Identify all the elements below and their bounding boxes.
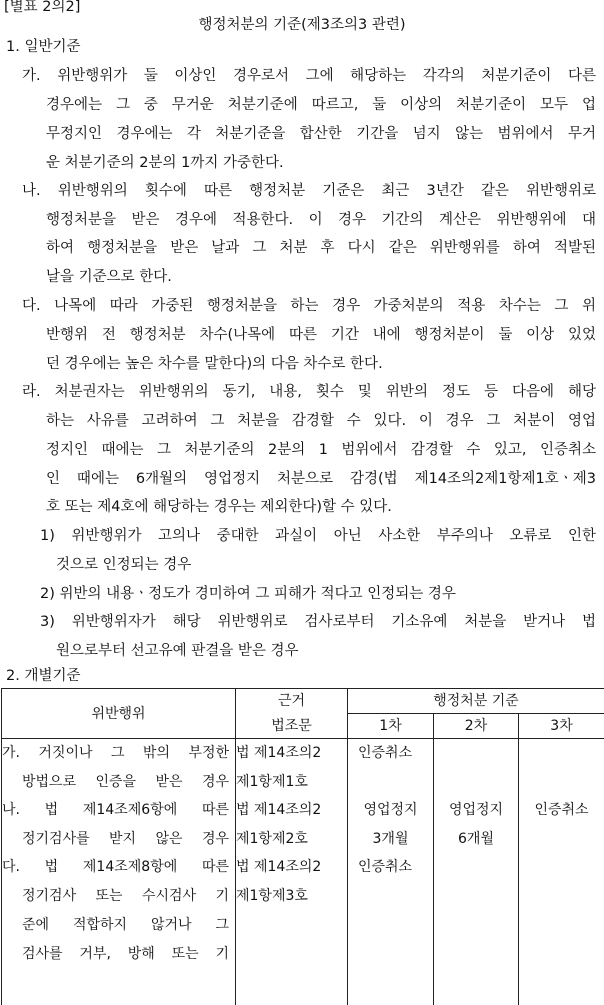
criteria-table xyxy=(1,688,604,1005)
header-law: 근거 xyxy=(236,689,348,714)
clause-ra-line: 호 또는 제4호에 해당하는 경우는 제외한다)할 수 있다. xyxy=(46,497,392,517)
second-na-line: 6개월 xyxy=(434,825,518,854)
violation-ga-line: 방법으로 인증을 받은 경우 xyxy=(2,768,235,797)
third-column xyxy=(519,739,604,1005)
first-na-line: 영업정지 xyxy=(348,796,433,825)
header-third: 3차 xyxy=(519,714,604,739)
header-law-sub: 법조문 xyxy=(236,714,348,739)
document-title: 행정처분의 기준(제3조의3 관련) xyxy=(0,15,604,35)
clause-ra-sub3-line: 원으로부터 선고유예 판결을 받은 경우 xyxy=(56,641,299,661)
header-violation: 위반행위 xyxy=(2,689,236,739)
second-na-line: 영업정지 xyxy=(434,796,518,825)
clause-ra-sub3-line: 3) 위반행위자가 해당 위반행위로 검사로부터 기소유예 처분을 받거나 법 xyxy=(40,612,596,632)
violation-da-line: 준에 적합하지 않거나 그 xyxy=(2,911,235,940)
clause-ra-sub2-line: 2) 위반의 내용ㆍ정도가 경미하여 그 피해가 적다고 인정되는 경우 xyxy=(40,584,456,604)
section1-heading: 1. 일반기준 xyxy=(6,37,80,57)
law-ga-line: 법 제14조의2 xyxy=(236,739,347,768)
clause-ra-line: 하는 사유를 고려하여 그 처분을 감경할 수 있다. 이 경우 그 처분이 영업 xyxy=(46,411,596,431)
header-second: 2차 xyxy=(434,714,519,739)
violation-column xyxy=(2,739,236,1005)
violation-ga-line: 가. 거짓이나 그 밖의 부정한 xyxy=(2,739,235,768)
clause-ga-line: 무정지인 경우에는 각 처분기준을 합산한 기간을 넘지 않는 범위에서 무거 xyxy=(46,124,596,144)
law-na-line: 법 제14조의2 xyxy=(236,796,347,825)
law-ga-line: 제1항제1호 xyxy=(236,768,347,797)
clause-na-line: 행정처분을 받은 경우에 적용한다. 이 경우 기간의 계산은 위반행위에 대 xyxy=(46,210,596,230)
first-ga: 인증취소 xyxy=(348,739,433,768)
law-da-line: 법 제14조의2 xyxy=(236,853,347,882)
clause-na-line: 하여 행정처분을 받은 날과 그 처분 후 다시 같은 위반행위를 하여 적발된 xyxy=(46,238,596,258)
first-column xyxy=(348,739,434,1005)
violation-na-line: 나. 법 제14조제6항에 따른 xyxy=(2,796,235,825)
clause-ra-line: 인 때에는 6개월의 영업정지 처분으로 감경(법 제14조의2제1항제1호ㆍ제3 xyxy=(46,469,596,489)
third-na: 인증취소 xyxy=(519,796,604,825)
table-row xyxy=(2,739,235,796)
violation-na-line: 정기검사를 받지 않은 경우 xyxy=(2,825,235,854)
table-row xyxy=(2,853,235,963)
clause-ga-line: 운 처분기준의 2분의 1까지 가중한다. xyxy=(46,153,284,173)
law-da-line: 제1항제3호 xyxy=(236,882,347,911)
clause-na-line: 날을 기준으로 한다. xyxy=(46,267,172,287)
header-criteria: 행정처분 기준 xyxy=(348,689,604,714)
law-na-line: 제1항제2호 xyxy=(236,825,347,854)
clause-da-line: 반행위 전 행정처분 차수(나목에 따른 기간 내에 행정처분이 둘 이상 있었 xyxy=(46,325,596,345)
first-da: 인증취소 xyxy=(348,853,433,882)
clause-ga-line: 가. 위반행위가 둘 이상인 경우로서 그에 해당하는 각각의 처분기준이 다른 xyxy=(22,66,596,86)
second-column xyxy=(434,739,519,1005)
appendix-label: [별표 2의2] xyxy=(4,0,80,17)
law-column xyxy=(236,739,348,1005)
violation-da-line: 검사를 거부, 방해 또는 기 xyxy=(2,940,235,969)
clause-ra-sub1-line: 것으로 인정되는 경우 xyxy=(56,555,191,575)
section2-heading: 2. 개별기준 xyxy=(6,666,80,686)
clause-da-line: 다. 나목에 따라 가중된 행정처분을 하는 경우 가중처분의 적용 차수는 그 위 xyxy=(22,296,596,316)
clause-da-line: 던 경우에는 높은 차수를 말한다)의 다음 차수로 한다. xyxy=(46,354,383,374)
violation-da-line: 정기검사 또는 수시검사 기 xyxy=(2,882,235,911)
clause-ra-line: 라. 처분권자는 위반행위의 동기, 내용, 횟수 및 위반의 정도 등 다음에 해당 xyxy=(22,382,596,402)
clause-na-line: 나. 위반행위의 횟수에 따른 행정처분 기준은 최근 3년간 같은 위반행위로 xyxy=(22,181,596,201)
violation-da-line: 다. 법 제14조제8항에 따른 xyxy=(2,853,235,882)
clause-ra-sub1-line: 1) 위반행위가 고의나 중대한 과실이 아닌 사소한 부주의나 오류로 인한 xyxy=(40,526,596,546)
first-na-line: 3개월 xyxy=(348,825,433,854)
table-row xyxy=(2,796,235,853)
clause-ra-line: 정지인 때에는 그 처분기준의 2분의 1 범위에서 감경할 수 있고, 인증취소 xyxy=(46,440,596,460)
clause-ga-line: 경우에는 그 중 무거운 처분기준에 따르고, 둘 이상의 처분기준이 모두 업 xyxy=(46,95,596,115)
header-first: 1차 xyxy=(348,714,434,739)
